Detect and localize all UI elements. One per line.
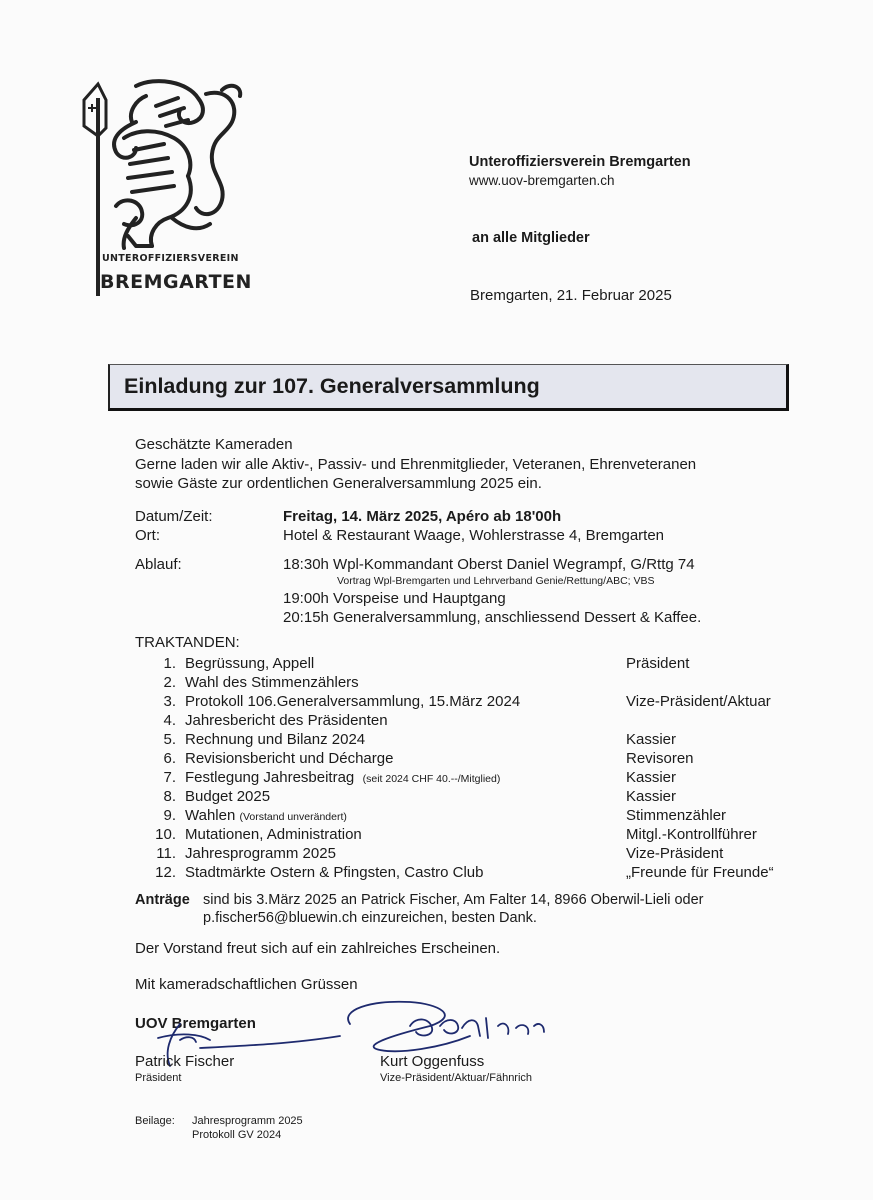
agenda-number: 7. xyxy=(163,769,176,786)
agenda-number: 9. xyxy=(163,807,176,824)
agenda-text xyxy=(185,769,500,786)
agenda-responsible: Vize-Präsident xyxy=(626,845,724,862)
agenda-text: Rechnung und Bilanz 2024 xyxy=(185,731,366,748)
agenda-text: Jahresprogramm 2025 xyxy=(185,845,336,862)
organization-name: Unteroffiziersverein Bremgarten xyxy=(469,154,691,170)
logo-line1: UNTEROFFIZIERSVEREIN xyxy=(102,253,239,264)
schedule-item-1-note: Vortrag Wpl-Bremgarten und Lehrverband Genie/Rettung/ABC; VBS xyxy=(337,575,655,587)
agenda-number: 8. xyxy=(163,788,176,805)
title-box xyxy=(108,364,789,411)
letter-date: Bremgarten, 21. Februar 2025 xyxy=(470,287,672,304)
intro-line1: Gerne laden wir alle Aktiv-, Passiv- und Ehrenmitglieder, Veteranen, Ehrenveteranen xyxy=(135,456,697,473)
agenda-number: 10. xyxy=(155,826,176,843)
agenda-text: Stadtmärkte Ostern & Pfingsten, Castro Club xyxy=(185,864,484,881)
intro-line2: sowie Gäste zur ordentlichen Generalversammlung 2025 ein. xyxy=(135,475,542,492)
agenda-responsible: Revisoren xyxy=(626,750,694,767)
agenda-text xyxy=(185,807,347,824)
agenda-note: (seit 2024 CHF 40.--/Mitglied) xyxy=(362,773,501,785)
agenda-note: (Vorstand unverändert) xyxy=(239,811,347,823)
agenda-text: Jahresbericht des Präsidenten xyxy=(185,712,388,729)
agenda-text: Begrüssung, Appell xyxy=(185,655,315,672)
logo-line2: BREMGARTEN xyxy=(100,271,252,293)
motions-label: Anträge xyxy=(135,892,190,908)
greeting: Geschätzte Kameraden xyxy=(135,436,293,453)
agenda-responsible: Vize-Präsident/Aktuar xyxy=(626,693,771,710)
schedule-item-2: 19:00h Vorspeise und Hauptgang xyxy=(283,590,506,607)
agenda-responsible: Präsident xyxy=(626,655,690,672)
organization-website: www.uov-bremgarten.ch xyxy=(469,173,615,188)
agenda-number: 2. xyxy=(163,674,176,691)
attachment-item: Protokoll GV 2024 xyxy=(192,1129,282,1141)
agenda-text: Revisionsbericht und Décharge xyxy=(185,750,394,767)
agenda-text-main: Wahlen xyxy=(185,807,236,824)
datetime-label: Datum/Zeit: xyxy=(135,508,213,525)
agenda-number: 11. xyxy=(156,845,176,862)
agenda-text-main: Festlegung Jahresbeitrag xyxy=(185,769,355,786)
agenda-number: 6. xyxy=(163,750,176,767)
closing-line: Der Vorstand freut sich auf ein zahlreiches Erscheinen. xyxy=(135,940,501,957)
club-logo xyxy=(76,78,252,304)
datetime-value: Freitag, 14. März 2025, Apéro ab 18'00h xyxy=(283,508,562,525)
agenda-number: 12. xyxy=(155,864,176,881)
document-title: Einladung zur 107. Generalversammlung xyxy=(124,374,540,398)
agenda-responsible: Kassier xyxy=(626,769,677,786)
agenda-text: Mutationen, Administration xyxy=(185,826,362,843)
agenda-number: 4. xyxy=(163,712,176,729)
agenda-heading: TRAKTANDEN: xyxy=(135,634,240,651)
agenda-responsible: „Freunde für Freunde“ xyxy=(626,864,774,881)
schedule-item-3: 20:15h Generalversammlung, anschliessend Dessert & Kaffee. xyxy=(283,609,702,626)
closing-org: UOV Bremgarten xyxy=(135,1015,256,1032)
place-label: Ort: xyxy=(135,527,160,544)
schedule-item-1: 18:30h Wpl-Kommandant Oberst Daniel Wegrampf, G/Rttg 74 xyxy=(283,556,695,573)
agenda-number: 1. xyxy=(163,655,176,672)
agenda-text: Budget 2025 xyxy=(185,788,271,805)
agenda-responsible: Kassier xyxy=(626,731,677,748)
agenda-responsible: Kassier xyxy=(626,788,677,805)
agenda-number: 3. xyxy=(163,693,176,710)
agenda-responsible: Mitgl.-Kontrollführer xyxy=(626,826,757,843)
attachment-item: Jahresprogramm 2025 xyxy=(192,1115,303,1127)
agenda-text: Protokoll 106.Generalversammlung, 15.März 2024 xyxy=(185,693,521,710)
schedule-label: Ablauf: xyxy=(135,556,182,573)
signer2-name: Kurt Oggenfuss xyxy=(380,1053,485,1070)
recipients: an alle Mitglieder xyxy=(472,230,590,246)
signer1-role: Präsident xyxy=(135,1072,182,1084)
closing-greeting: Mit kameradschaftlichen Grüssen xyxy=(135,976,358,993)
signer1-name: Patrick Fischer xyxy=(135,1053,235,1070)
attachments-label: Beilage: xyxy=(135,1115,175,1127)
signer2-role: Vize-Präsident/Aktuar/Fähnrich xyxy=(380,1072,533,1084)
place-value: Hotel & Restaurant Waage, Wohlerstrasse 4, Bremgarten xyxy=(283,527,665,544)
motions-line1: sind bis 3.März 2025 an Patrick Fischer, Am Falter 14, 8966 Oberwil-Lieli oder xyxy=(203,892,704,908)
agenda-text: Wahl des Stimmenzählers xyxy=(185,674,359,691)
agenda-responsible: Stimmenzähler xyxy=(626,807,727,824)
agenda-number: 5. xyxy=(163,731,176,748)
motions-line2: p.fischer56@bluewin.ch einzureichen, besten Dank. xyxy=(203,910,537,926)
